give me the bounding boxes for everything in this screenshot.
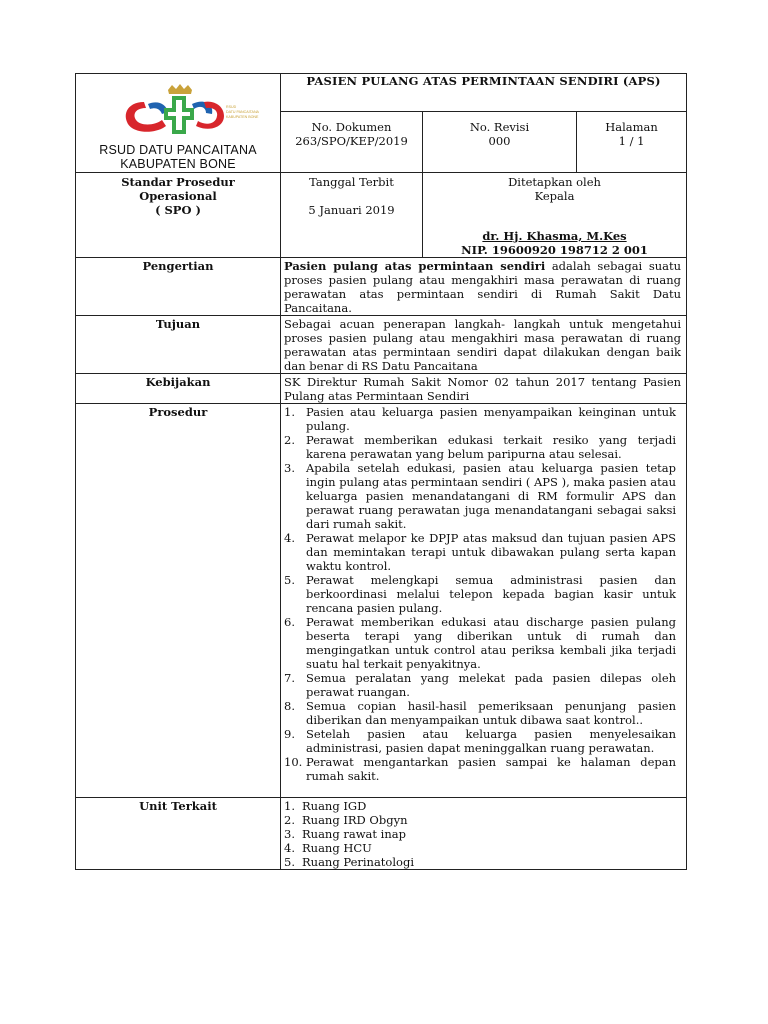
page-value: 1 / 1	[618, 134, 645, 149]
spo-table	[75, 73, 687, 870]
prosedur-step	[284, 573, 676, 615]
prosedur-step-number: 2.	[284, 433, 295, 447]
unit-item-number: 3.	[284, 827, 295, 841]
tujuan-content: Sebagai acuan penerapan langkah- langkah untuk mengetahui proses pasien pulang atau mengakhiri masa perawatan di ruang perawatan atas permintaan sendiri dapat dilakukan dengan baik dan benar di RS Datu Pancaitana	[281, 316, 687, 374]
prosedur-step	[284, 727, 676, 755]
prosedur-step	[284, 531, 676, 573]
document-title: PASIEN PULANG ATAS PERMINTAAN SENDIRI (APS)	[281, 74, 687, 112]
spo-document	[75, 73, 686, 870]
spo-label-line3: ( SPO )	[155, 203, 201, 217]
unit-item-number: 4.	[284, 841, 295, 855]
prosedur-step-text: Perawat mengantarkan pasien sampai ke halaman depan rumah sakit.	[306, 755, 677, 783]
hospital-identity-cell	[76, 74, 281, 173]
prosedur-step-text: Perawat memberikan edukasi terkait resiko yang terjadi karena perawatan yang belum paripurna atau selesai.	[306, 433, 677, 461]
prosedur-step-text: Perawat memberikan edukasi atau discharge pasien pulang beserta terapi yang diberikan untuk di rumah dan mengingatkan untuk control atau periksa kembali jika terjadi suatu hal terkait penyakitnya.	[306, 615, 677, 671]
prosedur-step-number: 4.	[284, 531, 295, 545]
prosedur-step-text: Pasien atau keluarga pasien menyampaikan keinginan untuk pulang.	[306, 405, 677, 433]
unit-item-text: Ruang rawat inap	[302, 827, 406, 841]
unit-item	[284, 841, 676, 855]
kebijakan-content: SK Direktur Rumah Sakit Nomor 02 tahun 2017 tentang Pasien Pulang atas Permintaan Sendiri	[281, 374, 687, 404]
page-cell	[577, 112, 687, 173]
svg-text:KABUPATEN BONE: KABUPATEN BONE	[226, 115, 259, 119]
prosedur-step-number: 9.	[284, 727, 295, 741]
unit-item-text: Ruang IRD Obgyn	[302, 813, 408, 827]
prosedur-step-number: 5.	[284, 573, 295, 587]
approval-cell	[423, 173, 687, 258]
signer-block	[423, 229, 686, 257]
hospital-logo-icon	[114, 84, 259, 136]
unit-item-text: Ruang IGD	[302, 799, 367, 813]
pengertian-term: Pasien pulang atas permintaan sendiri	[284, 259, 546, 273]
approved-by-label: Ditetapkan oleh	[508, 175, 601, 189]
unit-item-text: Ruang Perinatologi	[302, 855, 414, 869]
prosedur-step-text: Semua copian hasil-hasil pemeriksaan penunjang pasien diberikan dan menyampaikan untuk dibawa saat kontrol..	[306, 699, 677, 727]
prosedur-step	[284, 461, 676, 531]
prosedur-step	[284, 755, 676, 783]
unit-item	[284, 813, 676, 827]
pengertian-label: Pengertian	[76, 258, 281, 316]
revision-value: 000	[488, 134, 511, 149]
prosedur-step-text: Setelah pasien atau keluarga pasien menyelesaikan administrasi, pasien dapat meninggalkan ruang perawatan.	[306, 727, 677, 755]
signer-nip: NIP. 19600920 198712 2 001	[461, 243, 648, 257]
prosedur-step-text: Perawat melapor ke DPJP atas maksud dan tujuan pasien APS dan memintakan terapi untuk dibawakan pulang serta kapan waktu kontrol.	[306, 531, 677, 573]
unit-terkait-label: Unit Terkait	[76, 798, 281, 870]
issue-date-cell	[281, 173, 423, 258]
issue-date-label: Tanggal Terbit	[309, 175, 394, 189]
pengertian-content	[281, 258, 687, 316]
prosedur-step	[284, 433, 676, 461]
prosedur-step-number: 10.	[284, 755, 303, 769]
unit-item-number: 1.	[284, 799, 295, 813]
page-label: Halaman	[605, 120, 658, 135]
svg-text:DATU PANCAITANA: DATU PANCAITANA	[226, 110, 259, 114]
pengertian-text: adalah sebagai suatu proses pasien pulang atau mengakhiri masa perawatan di ruang perawatan atas permintaan sendiri di Rumah Sakit Datu Pancaitana.	[284, 259, 682, 315]
prosedur-step-number: 1.	[284, 405, 295, 419]
prosedur-step	[284, 699, 676, 727]
prosedur-step	[284, 405, 676, 433]
hospital-name-line2: KABUPATEN BONE	[120, 157, 236, 171]
unit-terkait-content	[281, 798, 687, 870]
prosedur-step-text: Semua peralatan yang melekat pada pasien dilepas oleh perawat ruangan.	[306, 671, 677, 699]
hospital-name-line1: RSUD DATU PANCAITANA	[99, 143, 257, 157]
unit-terkait-list	[284, 799, 681, 869]
logo-wordmark: RSUD	[226, 105, 237, 109]
prosedur-content	[281, 404, 687, 798]
unit-item-text: Ruang HCU	[302, 841, 372, 855]
hospital-name	[76, 143, 280, 171]
unit-item-number: 5.	[284, 855, 295, 869]
unit-item	[284, 855, 676, 869]
unit-item-number: 2.	[284, 813, 295, 827]
kebijakan-label: Kebijakan	[76, 374, 281, 404]
doc-number-cell	[281, 112, 423, 173]
prosedur-step-text: Perawat melengkapi semua administrasi pasien dan berkoordinasi melalui telepon kepada bagian kasir untuk rencana pasien pulang.	[306, 573, 677, 615]
issue-date-value: 5 Januari 2019	[308, 203, 395, 217]
spo-label-cell	[76, 173, 281, 258]
prosedur-step-number: 7.	[284, 671, 295, 685]
prosedur-step	[284, 671, 676, 699]
spo-label-line2: Operasional	[139, 189, 217, 203]
doc-number-label: No. Dokumen	[311, 120, 392, 135]
signer-name: dr. Hj. Khasma, M.Kes	[482, 229, 627, 243]
doc-number-value: 263/SPO/KEP/2019	[295, 134, 408, 149]
unit-item	[284, 827, 676, 841]
revision-label: No. Revisi	[469, 120, 530, 135]
prosedur-step-number: 6.	[284, 615, 295, 629]
approver-role: Kepala	[534, 189, 575, 203]
prosedur-steps-list	[284, 405, 681, 783]
prosedur-step-number: 8.	[284, 699, 295, 713]
unit-item	[284, 799, 676, 813]
prosedur-step	[284, 615, 676, 671]
tujuan-label: Tujuan	[76, 316, 281, 374]
revision-cell	[423, 112, 577, 173]
prosedur-step-number: 3.	[284, 461, 295, 475]
spo-label-line1: Standar Prosedur	[121, 175, 235, 189]
prosedur-step-text: Apabila setelah edukasi, pasien atau keluarga pasien tetap ingin pulang atas permintaan sendiri ( APS ), maka pasien atau keluarga pasien menandatangani di RM formulir APS dan perawat ruang perawatan juga menandatangani sebagai saksi dari rumah sakit.	[306, 461, 677, 531]
prosedur-label: Prosedur	[76, 404, 281, 798]
